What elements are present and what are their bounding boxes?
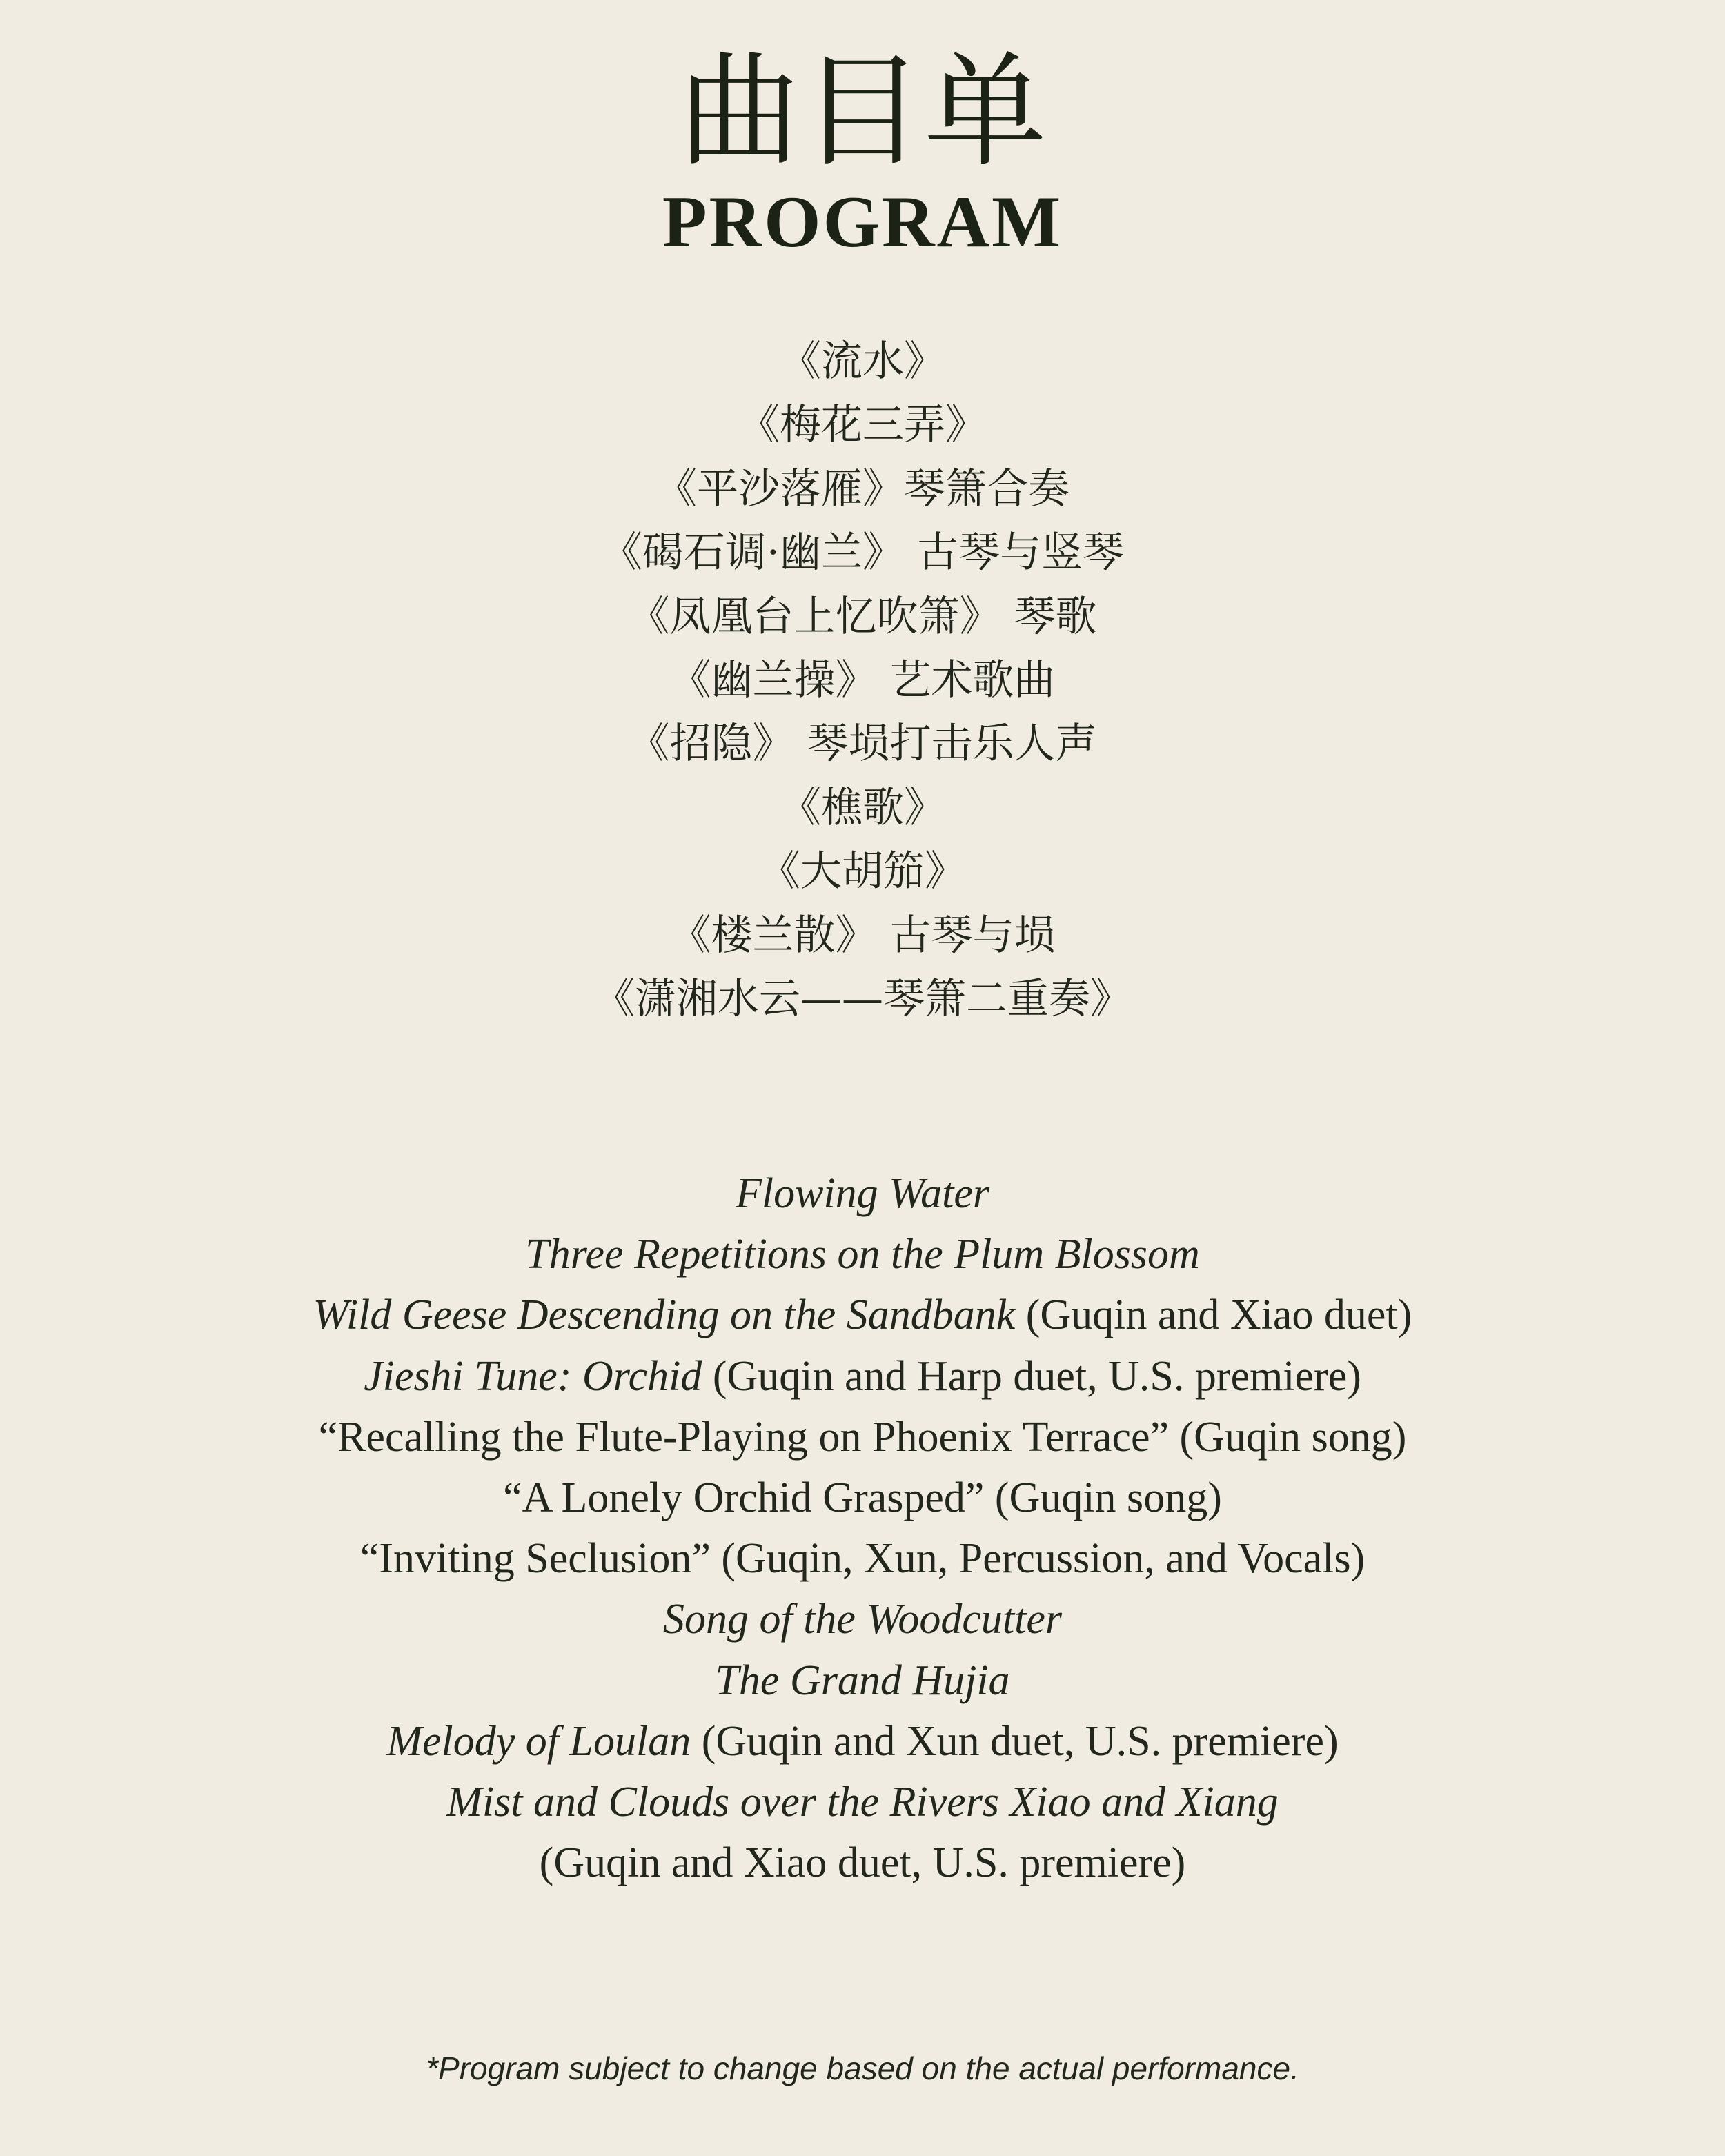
chinese-program-item: 《凤凰台上忆吹箫》 琴歌 — [628, 592, 1097, 641]
chinese-program-item: 《碣石调·幽兰》 古琴与竖琴 — [600, 528, 1125, 577]
english-program-item — [0, 1650, 1725, 1711]
english-program-title: Jieshi Tune: Orchid — [364, 1352, 702, 1400]
chinese-program-item: 《楼兰散》 古琴与埙 — [669, 911, 1056, 960]
english-program-title: Three Repetitions on the Plum Blossom — [525, 1231, 1200, 1278]
english-program-note: “Recalling the Flute-Playing on Phoenix Terrace” (Guqin song) — [318, 1413, 1407, 1461]
english-program-item — [0, 1589, 1725, 1650]
english-program-title: The Grand Hujia — [715, 1656, 1010, 1704]
english-program-title: Flowing Water — [735, 1170, 989, 1217]
chinese-program-item: 《潇湘水云——琴箫二重奏》 — [593, 974, 1132, 1023]
english-program-note: “A Lonely Orchid Grasped” (Guqin song) — [503, 1474, 1222, 1521]
page-title-english: PROGRAM — [662, 181, 1063, 262]
chinese-program-item: 《幽兰操》 艺术歌曲 — [669, 655, 1056, 704]
chinese-program-list — [0, 330, 1725, 1031]
english-program-item — [0, 1528, 1725, 1589]
chinese-program-item: 《流水》 — [780, 337, 945, 386]
english-program-item — [0, 1346, 1725, 1407]
english-program-title: Song of the Woodcutter — [662, 1596, 1063, 1643]
english-program-item — [0, 1407, 1725, 1467]
program-change-footnote: *Program subject to change based on the actual performance. — [426, 2050, 1299, 2086]
chinese-program-item: 《招隐》 琴埙打击乐人声 — [628, 720, 1097, 769]
chinese-program-item: 《平沙落雁》琴箫合奏 — [656, 464, 1070, 513]
english-program-item — [0, 1772, 1725, 1832]
english-program-list — [0, 1163, 1725, 1893]
english-program-note: (Guqin and Xiao duet, U.S. premiere) — [539, 1839, 1186, 1887]
chinese-program-item: 《樵歌》 — [780, 783, 945, 832]
english-program-title: Wild Geese Descending on the Sandbank — [313, 1292, 1016, 1339]
chinese-program-item: 《梅花三弄》 — [738, 401, 987, 450]
english-program-item — [0, 1467, 1725, 1528]
english-program-item — [0, 1711, 1725, 1772]
english-program-item — [0, 1163, 1725, 1224]
page-title-chinese: 曲目单 — [678, 40, 1047, 183]
english-program-note: (Guqin and Xiao duet) — [1015, 1292, 1412, 1339]
english-program-item — [0, 1285, 1725, 1345]
english-program-note: (Guqin and Harp duet, U.S. premiere) — [702, 1352, 1361, 1400]
english-program-item — [0, 1832, 1725, 1893]
english-program-title: Mist and Clouds over the Rivers Xiao and Xiang — [446, 1778, 1279, 1826]
english-program-item — [0, 1224, 1725, 1285]
english-program-title: Melody of Loulan — [386, 1717, 691, 1765]
chinese-program-item: 《大胡笳》 — [759, 847, 966, 896]
english-program-note: “Inviting Seclusion” (Guqin, Xun, Percussion, and Vocals) — [359, 1535, 1366, 1583]
english-program-note: (Guqin and Xun duet, U.S. premiere) — [691, 1717, 1339, 1765]
